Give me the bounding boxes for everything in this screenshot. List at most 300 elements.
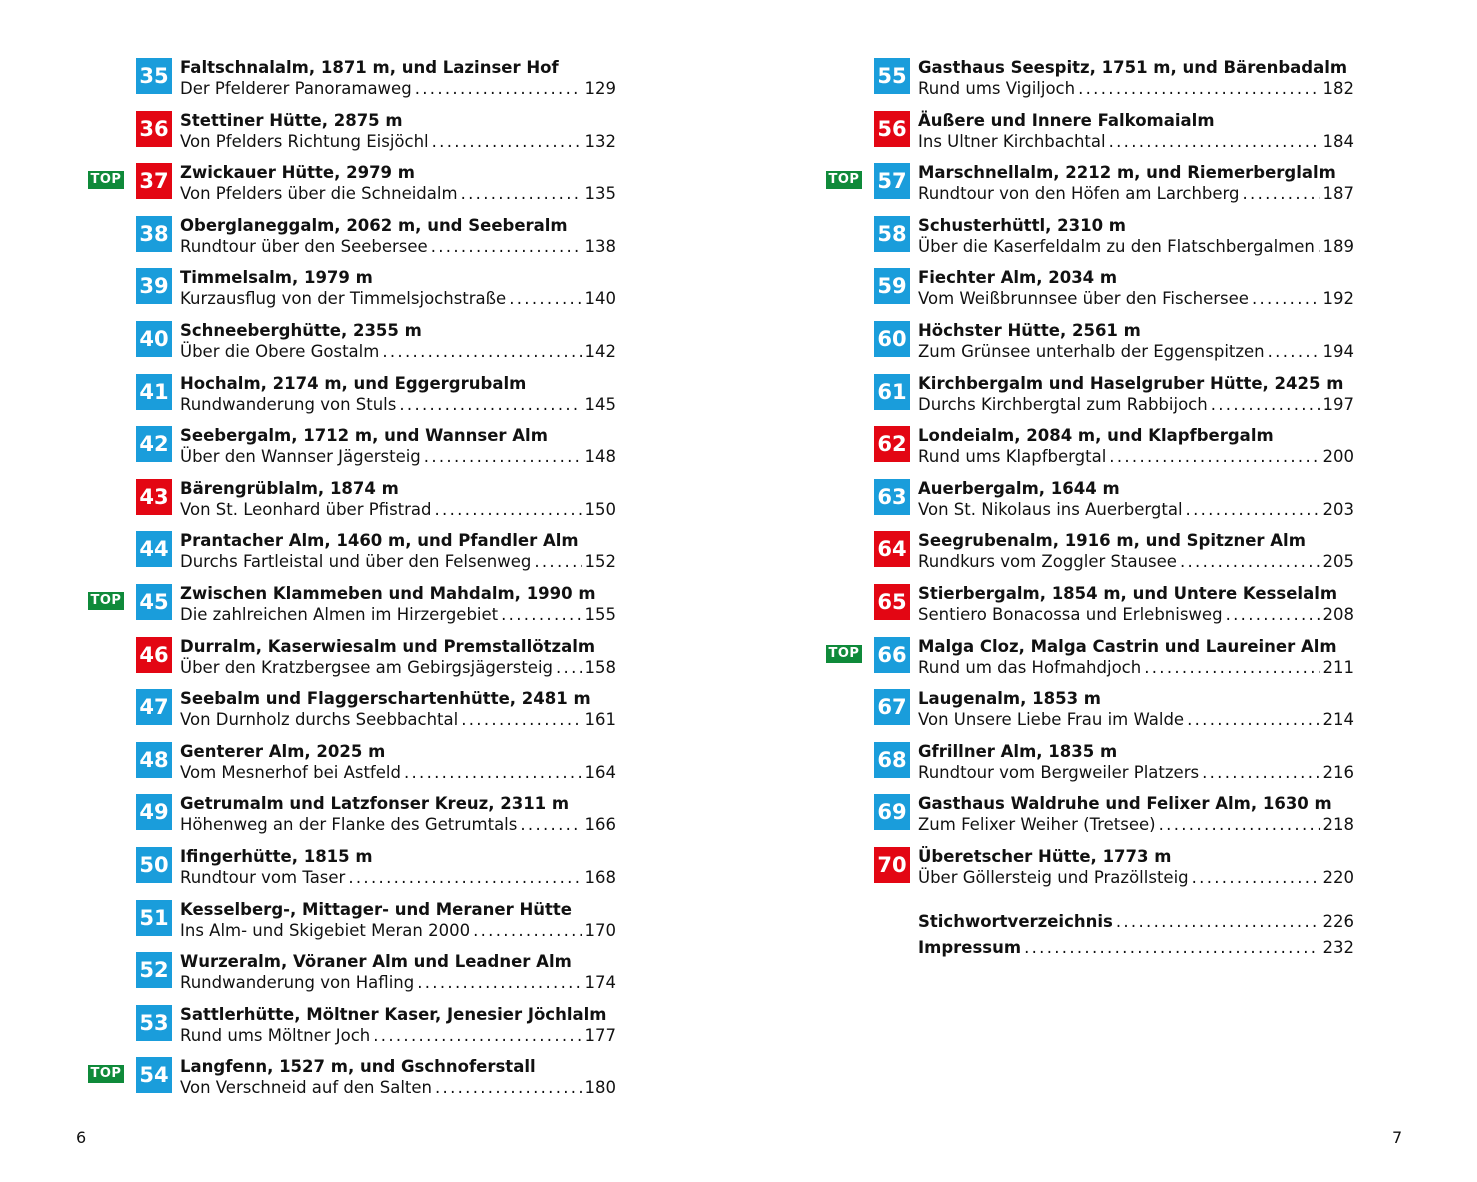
dot-leader	[461, 709, 581, 731]
tour-number-badge: 50	[136, 847, 172, 883]
toc-entry[interactable]	[826, 215, 1354, 268]
entry-title: Londeialm, 2084 m, und Klapfbergalm	[918, 426, 1274, 446]
dot-leader	[1268, 341, 1320, 363]
toc-entry[interactable]	[826, 583, 1354, 636]
entry-title: Gasthaus Seespitz, 1751 m, und Bärenbadalm	[918, 58, 1348, 77]
entry-subtitle-line	[180, 1077, 616, 1099]
tour-number-badge: 62	[874, 426, 910, 462]
entry-text	[918, 162, 1354, 205]
appendix-label: Impressum	[918, 938, 1022, 957]
entry-page-number: 187	[1322, 184, 1354, 204]
entry-subtitle-line	[180, 920, 616, 942]
dot-leader	[431, 236, 582, 258]
entry-page-number: 138	[584, 236, 616, 256]
toc-entry[interactable]	[88, 162, 616, 215]
top-badge: TOP	[826, 171, 862, 189]
tour-number-badge: 70	[874, 847, 910, 883]
entry-subtitle-line	[180, 394, 616, 416]
toc-entry[interactable]	[88, 688, 616, 741]
entry-text	[180, 110, 616, 153]
dot-leader	[417, 972, 581, 994]
entry-page-number: 174	[584, 973, 616, 993]
entry-text	[180, 846, 616, 889]
entry-text	[180, 267, 616, 310]
top-badge: TOP	[88, 171, 124, 189]
entry-subtitle-line	[918, 236, 1354, 258]
entry-title: Kesselberg-, Mittager- und Meraner Hütte	[180, 899, 572, 919]
tour-number-badge: 52	[136, 952, 172, 988]
entry-subtitle: Ins Alm- und Skigebiet Meran 2000	[180, 920, 471, 940]
appendix-page-number: 232	[1322, 938, 1354, 957]
entry-page-number: 200	[1322, 447, 1354, 467]
entry-title: Gasthaus Waldruhe und Felixer Alm, 1630 m	[918, 794, 1332, 814]
dot-leader	[1159, 814, 1320, 836]
entry-subtitle: Über die Obere Gostalm	[180, 341, 380, 361]
entry-title: Seebalm und Flaggerschartenhütte, 2481 m	[180, 689, 591, 709]
dot-leader	[1078, 78, 1319, 100]
entry-text	[918, 267, 1354, 310]
dot-leader	[1252, 288, 1320, 310]
toc-entry[interactable]	[88, 793, 616, 846]
entry-subtitle: Zum Grünsee unterhalb der Eggenspitzen	[918, 341, 1265, 361]
entry-title: Seegrubenalm, 1916 m, und Spitzner Alm	[918, 531, 1306, 551]
entry-page-number: 168	[584, 867, 616, 887]
entry-title: Zwischen Klammeben und Mahdalm, 1990 m	[180, 583, 596, 603]
entry-page-number: 161	[584, 710, 616, 730]
appendix-label: Stichwortverzeichnis	[918, 912, 1113, 931]
entry-subtitle: Von Pfelders Richtung Eisjöchl	[180, 131, 429, 151]
entry-page-number: 158	[584, 657, 616, 677]
tour-number-badge: 40	[136, 321, 172, 357]
tour-number-badge: 59	[874, 268, 910, 304]
entry-title: Zwickauer Hütte, 2979 m	[180, 163, 415, 183]
entry-subtitle-line	[180, 814, 616, 836]
entry-page-number: 170	[584, 920, 616, 940]
toc-entry[interactable]	[826, 425, 1354, 478]
dot-leader	[432, 131, 582, 153]
tour-number-badge: 38	[136, 216, 172, 252]
tour-number-badge: 57	[874, 163, 910, 199]
tour-number-badge: 64	[874, 531, 910, 567]
entry-text	[180, 215, 616, 258]
dot-leader	[1192, 867, 1320, 889]
tour-number-badge: 44	[136, 531, 172, 567]
entry-text	[918, 688, 1354, 731]
right-column-toc	[826, 57, 1354, 899]
entry-page-number: 140	[584, 289, 616, 309]
entry-title: Durralm, Kaserwiesalm und Premstallötzalm	[180, 636, 596, 656]
entry-text	[180, 320, 616, 363]
entry-page-number: 192	[1322, 289, 1354, 309]
tour-number-badge: 36	[136, 111, 172, 147]
entry-page-number: 214	[1322, 710, 1354, 730]
entry-subtitle: Rund ums Möltner Joch	[180, 1025, 371, 1045]
entry-title: Gfrillner Alm, 1835 m	[918, 741, 1118, 761]
entry-page-number: 150	[584, 499, 616, 519]
tour-number-badge: 63	[874, 479, 910, 515]
entry-title: Fiechter Alm, 2034 m	[918, 268, 1118, 288]
toc-entry[interactable]	[826, 478, 1354, 531]
entry-subtitle-line	[918, 657, 1354, 679]
entry-title: Genterer Alm, 2025 m	[180, 741, 386, 761]
entry-subtitle: Höhenweg an der Flanke des Getrumtals	[180, 815, 518, 835]
entry-subtitle-line	[918, 709, 1354, 731]
entry-subtitle-line	[180, 131, 616, 153]
toc-entry[interactable]	[88, 583, 616, 636]
entry-text	[180, 1004, 616, 1047]
dot-leader	[1109, 131, 1320, 153]
entry-subtitle-line	[918, 394, 1354, 416]
entry-title: Marschnellalm, 2212 m, und Riemerberglalm	[918, 163, 1336, 183]
entry-subtitle: Durchs Fartleistal und über den Felsenweg	[180, 552, 532, 572]
toc-entry[interactable]	[88, 267, 616, 320]
entry-subtitle-line	[918, 446, 1354, 468]
dot-leader	[473, 920, 581, 942]
entry-text	[918, 110, 1354, 153]
entry-title: Schneeberghütte, 2355 m	[180, 320, 422, 340]
entry-subtitle: Rundtour über den Seebersee	[180, 236, 428, 256]
entry-subtitle: Rundtour von den Höfen am Larchberg	[918, 184, 1240, 204]
toc-entry[interactable]	[88, 425, 616, 478]
entry-subtitle: Über den Kratzbergsee am Gebirgsjägersteig	[180, 657, 554, 677]
appendix-page-number: 226	[1322, 912, 1354, 931]
entry-title: Getrumalm und Latzfonser Kreuz, 2311 m	[180, 794, 570, 814]
entry-title: Stettiner Hütte, 2875 m	[180, 110, 403, 130]
tour-number-badge: 46	[136, 637, 172, 673]
entry-page-number: 145	[584, 394, 616, 414]
tour-number-badge: 69	[874, 794, 910, 830]
toc-entry[interactable]	[826, 110, 1354, 163]
entry-subtitle-line	[918, 604, 1354, 626]
tour-number-badge: 66	[874, 637, 910, 673]
entry-text	[918, 215, 1354, 258]
entry-text	[918, 478, 1354, 521]
entry-subtitle-line	[918, 183, 1354, 205]
toc-entry[interactable]	[826, 636, 1354, 689]
tour-number-badge: 42	[136, 426, 172, 462]
entry-title: Äußere und Innere Falkomaialm	[918, 110, 1215, 130]
tour-number-badge: 60	[874, 321, 910, 357]
dot-leader	[348, 867, 581, 889]
tour-number-badge: 35	[136, 58, 172, 94]
entry-text	[180, 793, 616, 836]
toc-entry[interactable]	[826, 373, 1354, 426]
entry-text	[180, 373, 616, 416]
top-badge: TOP	[88, 592, 124, 610]
entry-page-number: 177	[584, 1025, 616, 1045]
entry-title: Höchster Hütte, 2561 m	[918, 320, 1141, 340]
entry-text	[180, 162, 616, 205]
entry-title: Stierbergalm, 1854 m, und Untere Kesselalm	[918, 583, 1338, 603]
entry-subtitle: Durchs Kirchbergtal zum Rabbijoch	[918, 394, 1208, 414]
entry-subtitle: Sentiero Bonacossa und Erlebnisweg	[918, 604, 1223, 624]
entry-subtitle-line	[918, 78, 1354, 100]
toc-entry[interactable]	[88, 320, 616, 373]
dot-leader	[1202, 762, 1319, 784]
appendix-links	[918, 909, 1354, 961]
toc-entry[interactable]	[88, 1004, 616, 1057]
dot-leader	[1144, 657, 1319, 679]
entry-text	[180, 478, 616, 521]
entry-subtitle: Der Pfelderer Panoramaweg	[180, 79, 412, 98]
dot-leader	[1318, 236, 1320, 258]
entry-page-number: 211	[1322, 657, 1354, 677]
entry-page-number: 142	[584, 341, 616, 361]
entry-subtitle: Von Durnholz durchs Seebbachtal	[180, 710, 459, 730]
dot-leader	[382, 341, 581, 363]
dot-leader	[1180, 551, 1320, 573]
entry-subtitle-line	[918, 762, 1354, 784]
entry-title: Schusterhüttl, 2310 m	[918, 215, 1126, 235]
dot-leader	[1116, 909, 1320, 935]
entry-page-number: 152	[584, 552, 616, 572]
entry-page-number: 218	[1322, 815, 1354, 835]
tour-number-badge: 67	[874, 689, 910, 725]
dot-leader	[435, 499, 582, 521]
entry-text	[180, 951, 616, 994]
toc-entry[interactable]	[826, 162, 1354, 215]
tour-number-badge: 39	[136, 268, 172, 304]
tour-number-badge: 61	[874, 374, 910, 410]
dot-leader	[1211, 394, 1320, 416]
entry-text	[180, 899, 616, 942]
entry-page-number: 205	[1322, 552, 1354, 572]
tour-number-badge: 54	[136, 1057, 172, 1093]
toc-entry[interactable]	[826, 793, 1354, 846]
appendix-entry[interactable]	[918, 935, 1354, 961]
entry-subtitle-line	[180, 762, 616, 784]
entry-text	[918, 846, 1354, 889]
entry-title: Hochalm, 2174 m, und Eggergrubalm	[180, 373, 527, 393]
entry-subtitle-line	[180, 551, 616, 573]
entry-subtitle-line	[180, 972, 616, 994]
toc-entry[interactable]	[88, 215, 616, 268]
dot-leader	[556, 657, 581, 679]
entry-title: Prantacher Alm, 1460 m, und Pfandler Alm	[180, 531, 579, 551]
entry-subtitle: Rund ums Klapfbergtal	[918, 447, 1107, 467]
toc-entry[interactable]	[826, 320, 1354, 373]
toc-entry[interactable]	[88, 373, 616, 426]
entry-text	[918, 373, 1354, 416]
entry-subtitle-line	[180, 341, 616, 363]
entry-page-number: 189	[1322, 236, 1354, 256]
entry-subtitle: Rundwanderung von Stuls	[180, 394, 397, 414]
top-badge: TOP	[826, 645, 862, 663]
entry-title: Ifingerhütte, 1815 m	[180, 846, 373, 866]
toc-entry[interactable]	[826, 688, 1354, 741]
tour-number-badge: 55	[874, 58, 910, 94]
dot-leader	[501, 604, 581, 626]
toc-entry[interactable]	[88, 741, 616, 794]
tour-number-badge: 45	[136, 584, 172, 620]
entry-subtitle-line	[918, 551, 1354, 573]
entry-page-number: 182	[1322, 79, 1354, 98]
entry-subtitle: Vom Weißbrunnsee über den Fischersee	[918, 289, 1249, 309]
appendix-entry[interactable]	[918, 909, 1354, 935]
dot-leader	[509, 288, 581, 310]
entry-subtitle: Über die Kaserfeldalm zu den Flatschbergalmen	[918, 236, 1315, 256]
dot-leader	[1024, 935, 1319, 961]
entry-subtitle-line	[180, 78, 616, 100]
entry-subtitle: Rund ums Vigiljoch	[918, 79, 1076, 98]
entry-text	[180, 636, 616, 679]
entry-page-number: 155	[584, 604, 616, 624]
entry-subtitle: Rundtour vom Taser	[180, 867, 346, 887]
entry-page-number: 220	[1322, 867, 1354, 887]
dot-leader	[461, 183, 582, 205]
entry-text	[180, 741, 616, 784]
dot-leader	[415, 78, 582, 100]
entry-subtitle: Rund um das Hofmahdjoch	[918, 657, 1142, 677]
dot-leader	[534, 551, 581, 573]
toc-entry[interactable]	[826, 846, 1354, 899]
entry-title: Kirchbergalm und Haselgruber Hütte, 2425 m	[918, 373, 1344, 393]
entry-subtitle-line	[918, 131, 1354, 153]
entry-page-number: 180	[584, 1078, 616, 1098]
entry-title: Überetscher Hütte, 1773 m	[918, 846, 1172, 866]
entry-subtitle: Von Unsere Liebe Frau im Walde	[918, 710, 1185, 730]
entry-title: Auerbergalm, 1644 m	[918, 478, 1120, 498]
toc-entry[interactable]	[88, 57, 616, 110]
tour-number-badge: 65	[874, 584, 910, 620]
entry-page-number: 208	[1322, 604, 1354, 624]
entry-subtitle: Die zahlreichen Almen im Hirzergebiet	[180, 604, 499, 624]
toc-entry[interactable]	[88, 110, 616, 163]
dot-leader	[373, 1025, 581, 1047]
entry-text	[918, 57, 1354, 100]
dot-leader	[399, 394, 581, 416]
entry-subtitle-line	[180, 604, 616, 626]
left-column-toc	[88, 57, 616, 1109]
tour-number-badge: 56	[874, 111, 910, 147]
toc-entry[interactable]	[88, 478, 616, 531]
entry-subtitle: Ins Ultner Kirchbachtal	[918, 131, 1106, 151]
entry-text	[180, 57, 616, 100]
entry-text	[180, 583, 616, 626]
tour-number-badge: 58	[874, 216, 910, 252]
entry-page-number: 135	[584, 184, 616, 204]
entry-title: Malga Cloz, Malga Castrin und Laureiner Alm	[918, 636, 1337, 656]
entry-subtitle: Zum Felixer Weiher (Tretsee)	[918, 815, 1156, 835]
entry-subtitle-line	[180, 499, 616, 521]
toc-entry[interactable]	[88, 636, 616, 689]
tour-number-badge: 51	[136, 900, 172, 936]
toc-entry[interactable]	[88, 530, 616, 583]
entry-subtitle-line	[918, 341, 1354, 363]
entry-text	[918, 425, 1354, 468]
entry-text	[918, 741, 1354, 784]
entry-subtitle: Rundkurs vom Zoggler Stausee	[918, 552, 1177, 572]
entry-page-number: 166	[584, 815, 616, 835]
dot-leader	[520, 814, 581, 836]
top-badge: TOP	[88, 1065, 124, 1083]
toc-entry[interactable]	[826, 267, 1354, 320]
entry-subtitle-line	[918, 814, 1354, 836]
entry-title: Bärengrüblalm, 1874 m	[180, 478, 399, 498]
dot-leader	[1226, 604, 1320, 626]
entry-subtitle-line	[918, 867, 1354, 889]
entry-subtitle: Über Göllersteig und Prazöllsteig	[918, 867, 1189, 887]
entry-subtitle-line	[918, 288, 1354, 310]
entry-title: Laugenalm, 1853 m	[918, 689, 1101, 709]
entry-subtitle: Kurzausflug von der Timmelsjochstraße	[180, 289, 507, 309]
toc-entry[interactable]	[826, 57, 1354, 110]
entry-title: Wurzeralm, Vöraner Alm und Leadner Alm	[180, 952, 572, 972]
page-number-left: 6	[76, 1128, 87, 1147]
dot-leader	[1187, 709, 1319, 731]
entry-page-number: 216	[1322, 762, 1354, 782]
entry-subtitle-line	[180, 1025, 616, 1047]
entry-page-number: 197	[1322, 394, 1354, 414]
dot-leader	[435, 1077, 582, 1099]
entry-page-number: 203	[1322, 499, 1354, 519]
entry-subtitle-line	[180, 657, 616, 679]
tour-number-badge: 41	[136, 374, 172, 410]
entry-subtitle: Über den Wannser Jägersteig	[180, 447, 421, 467]
entry-subtitle: Von St. Nikolaus ins Auerbergtal	[918, 499, 1183, 519]
entry-subtitle: Von St. Leonhard über Pfistrad	[180, 499, 432, 519]
entry-text	[180, 688, 616, 731]
entry-subtitle: Rundwanderung von Hafling	[180, 973, 415, 993]
entry-subtitle-line	[180, 446, 616, 468]
dot-leader	[404, 762, 582, 784]
entry-subtitle: Vom Mesnerhof bei Astfeld	[180, 762, 401, 782]
dot-leader	[424, 446, 582, 468]
tour-number-badge: 37	[136, 163, 172, 199]
entry-page-number: 194	[1322, 341, 1354, 361]
toc-entry[interactable]	[88, 1056, 616, 1109]
entry-text	[180, 530, 616, 573]
dot-leader	[1186, 499, 1320, 521]
page-number-right: 7	[1392, 1128, 1403, 1147]
entry-page-number: 148	[584, 447, 616, 467]
entry-page-number: 129	[584, 79, 616, 98]
toc-entry[interactable]	[826, 530, 1354, 583]
toc-entry[interactable]	[826, 741, 1354, 794]
entry-subtitle-line	[180, 709, 616, 731]
entry-subtitle-line	[918, 499, 1354, 521]
entry-text	[918, 793, 1354, 836]
entry-subtitle-line	[180, 288, 616, 310]
toc-entry[interactable]	[88, 899, 616, 952]
entry-title: Langfenn, 1527 m, und Gschnoferstall	[180, 1057, 536, 1077]
dot-leader	[1109, 446, 1319, 468]
toc-entry[interactable]	[88, 846, 616, 899]
tour-number-badge: 53	[136, 1005, 172, 1041]
entry-text	[918, 320, 1354, 363]
entry-title: Oberglaneggalm, 2062 m, und Seeberalm	[180, 215, 568, 235]
entry-page-number: 164	[584, 762, 616, 782]
dot-leader	[1243, 183, 1320, 205]
entry-subtitle-line	[180, 867, 616, 889]
entry-title: Timmelsalm, 1979 m	[180, 268, 373, 288]
entry-text	[180, 1056, 616, 1099]
entry-title: Sattlerhütte, Möltner Kaser, Jenesier Jöchlalm	[180, 1004, 607, 1024]
toc-entry[interactable]	[88, 951, 616, 1004]
entry-text	[918, 636, 1354, 679]
entry-title: Faltschnalalm, 1871 m, und Lazinser Hof	[180, 58, 559, 77]
tour-number-badge: 47	[136, 689, 172, 725]
tour-number-badge: 49	[136, 794, 172, 830]
tour-number-badge: 68	[874, 742, 910, 778]
entry-subtitle: Von Pfelders über die Schneidalm	[180, 184, 458, 204]
entry-page-number: 132	[584, 131, 616, 151]
tour-number-badge: 48	[136, 742, 172, 778]
entry-text	[918, 530, 1354, 573]
tour-number-badge: 43	[136, 479, 172, 515]
entry-page-number: 184	[1322, 131, 1354, 151]
entry-text	[180, 425, 616, 468]
